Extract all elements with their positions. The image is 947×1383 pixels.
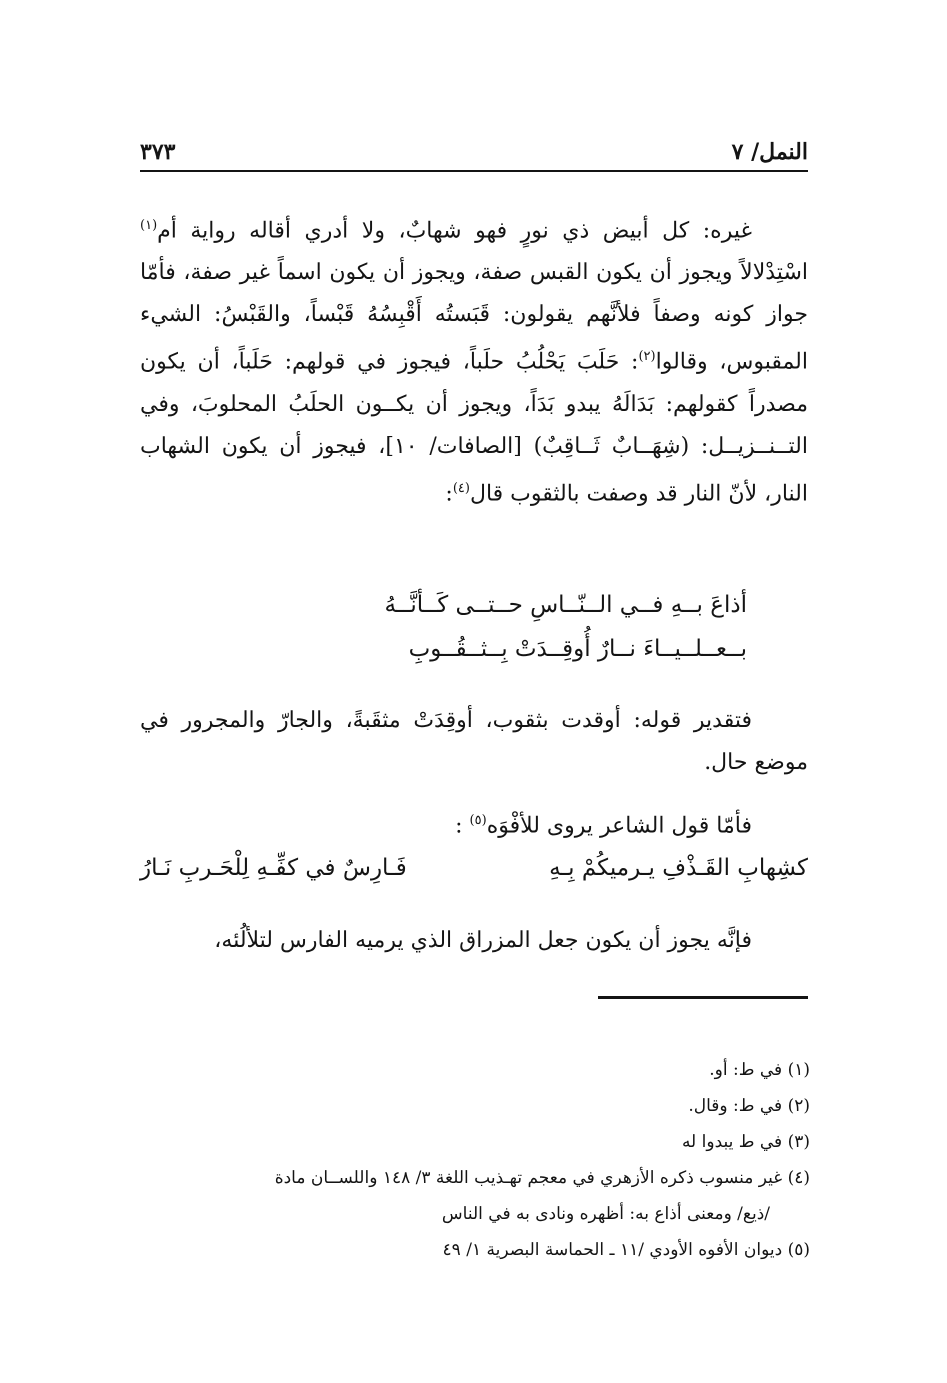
footnote-ref-5: (٥) <box>469 813 487 828</box>
footnote-ref-1: (١) <box>140 218 158 233</box>
footnote-3: (٣) في ط يبدوا له <box>681 1132 810 1152</box>
footnote-ref-2: (٢) <box>638 349 656 365</box>
paragraph-text: فتقدير قوله: أوقدت بثقوب، أوقِدَتْ مثقَبةً، والجارّ والمجرور في موضع حال. <box>140 708 808 775</box>
footnote-1: (١) في ط: أو. <box>709 1060 810 1080</box>
verse-couplet <box>140 855 808 881</box>
header-rule <box>140 170 808 172</box>
hemistich-2: فَـارِسٌ في كفِّـهِ لِلْحَـربِ نَـارُ <box>140 855 407 881</box>
footnote-5: (٥) ديوان الأفوه الأودي /١١ ـ الحماسة البصرية ١/ ٤٩ <box>442 1240 810 1260</box>
page-header <box>140 125 808 165</box>
hemistich-1: كشِهابِ القَـذْفِ يـرميكُمْ بِـهِ <box>549 855 808 881</box>
surah-label: النمل/ ٧ <box>731 139 808 165</box>
footnote-separator <box>598 996 808 999</box>
paragraph-text: : <box>445 480 453 506</box>
footnote-2: (٢) في ط: وقال. <box>688 1096 810 1116</box>
paragraph-2 <box>140 700 808 784</box>
paragraph-text: فإنَّه يجوز أن يكون جعل المزراق الذي يرميه الفارس لتلألُئه، <box>214 928 752 953</box>
footnotes <box>130 1052 810 1268</box>
paragraph-3 <box>140 800 808 847</box>
verse-line-2: بــعــلــيــاءَ نــارٌ أُوقِــدَتْ بِــثــقُــوبِ <box>408 636 747 662</box>
paragraph-text: اسْتِدْلالاً ويجوز أن يكون القبس صفة، ويجوز أن يكون اسماً غير صفة، فأمّا جواز كونه وصفاً فلأنَّهم يقولون: قَبَستُه أَقْبِسُهُ قَبْساً، والقَبْسُ: الشيء المقبوس، وقالوا <box>140 260 808 375</box>
paragraph-text: فأمّا قول الشاعر يروى للأفْوَه <box>486 813 752 839</box>
paragraph-4 <box>140 920 808 962</box>
main-paragraph <box>140 205 808 515</box>
page-number: ٣٧٣ <box>140 139 176 165</box>
footnote-4-continued: /ذيع/ ومعنى أذاع به: أظهره ونادى به في الناس <box>441 1204 770 1224</box>
paragraph-text: : حَلَبَ يَحْلُبُ حلَباً، فيجوز في قولهم: حَلَباً، أن يكون مصدراً كقولهم: بَدَالَهُ يبدو بَدَاً، ويجوز أن يكــون الحلَبُ المحلوبَ، وفي التــنــزيــل: (شِهَــابٌ ثَــاقِبٌ) [الصافات/ ١٠]، فيجوز أن يكون الشهاب النار، لأنّ النار قد وصفت بالثقوب قال <box>140 349 808 506</box>
verse-line-1: أذاعَ بــهِ فــي الــنّــاسِ حــتــى كَــأنَّــهُ <box>384 592 747 618</box>
footnote-4: (٤) غير منسوب ذكره الأزهري في معجم تهـذيب اللغة ٣/ ١٤٨ واللســان مادة <box>274 1168 810 1188</box>
paragraph-text: غيره: كل أبيض ذي نورٍ فهو شهابٌ، ولا أدري أقاله رواية أم <box>157 218 752 244</box>
footnote-ref-4: (٤) <box>452 480 470 496</box>
paragraph-text: : <box>455 813 470 839</box>
